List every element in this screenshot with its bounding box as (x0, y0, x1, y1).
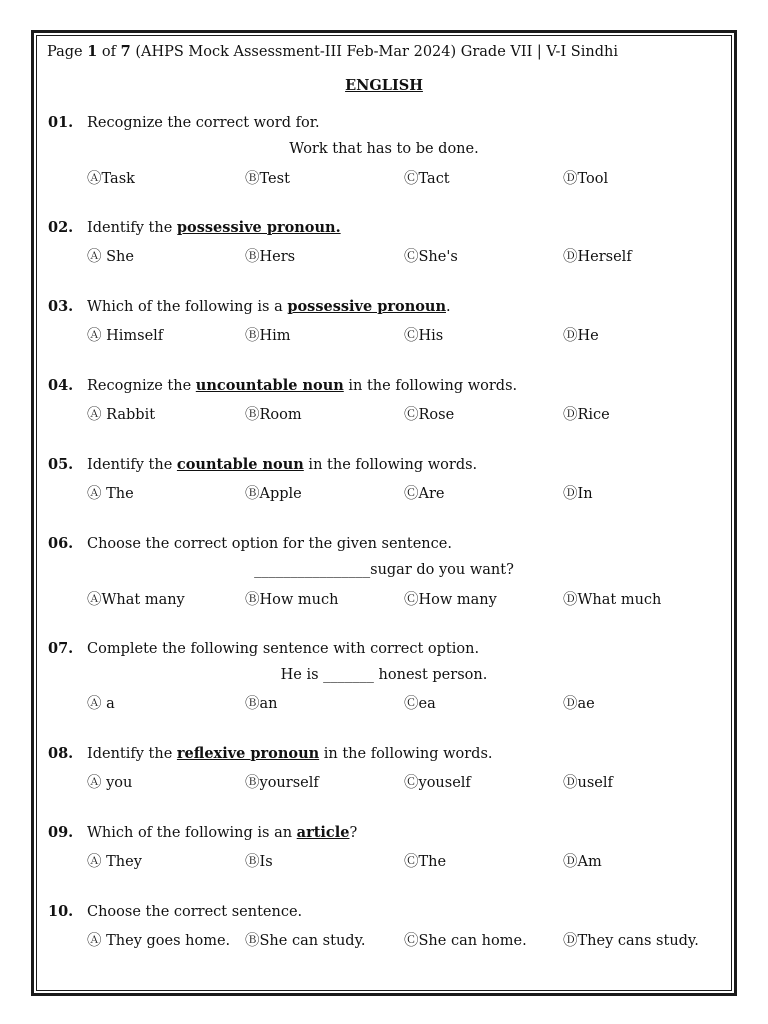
option-b[interactable]: ⒷHim (245, 328, 291, 344)
question-text: Identify the reflexive pronoun in the following words. (87, 745, 493, 762)
header-page-prefix: Page (47, 44, 88, 60)
option-d[interactable]: ⒹRice (563, 407, 610, 423)
option-c[interactable]: ⒸRose (404, 407, 455, 423)
question-number: 08. (48, 745, 74, 762)
option-b[interactable]: ⒷHow much (245, 592, 339, 608)
question-text: Which of the following is an article? (87, 824, 358, 841)
question-text: Choose the correct sentence. (87, 904, 303, 920)
option-c[interactable]: Ⓒea (404, 696, 436, 712)
option-d[interactable]: ⒹHerself (563, 249, 632, 265)
question-text: Recognize the uncountable noun in the following words. (87, 377, 518, 394)
question-text: Identify the countable noun in the following words. (87, 456, 478, 473)
question-number: 07. (48, 640, 74, 657)
option-b[interactable]: Ⓑan (245, 696, 278, 712)
option-b[interactable]: ⒷRoom (245, 407, 302, 423)
question-prompt: Work that has to be done. (289, 141, 479, 157)
header-of: of (97, 44, 121, 60)
option-c[interactable]: ⒸThe (404, 854, 447, 870)
option-d[interactable]: Ⓓae (563, 696, 595, 712)
option-a[interactable]: Ⓐ Himself (87, 328, 164, 344)
question-number: 04. (48, 377, 74, 394)
page-border-inner (36, 35, 732, 991)
question-prompt: ________________sugar do you want? (254, 562, 514, 578)
question-number: 02. (48, 219, 74, 236)
option-d[interactable]: ⒹWhat much (563, 592, 662, 608)
option-c[interactable]: ⒸAre (404, 486, 445, 502)
option-d[interactable]: Ⓓuself (563, 775, 613, 791)
option-a[interactable]: Ⓐ Rabbit (87, 407, 156, 423)
question-text: Recognize the correct word for. (87, 115, 320, 131)
option-c[interactable]: ⒸHow many (404, 592, 497, 608)
option-a[interactable]: Ⓐ a (87, 696, 115, 712)
option-d[interactable]: ⒹIn (563, 486, 593, 502)
option-c[interactable]: ⒸTact (404, 171, 450, 187)
option-a[interactable]: ⒶWhat many (87, 592, 185, 608)
option-d[interactable]: ⒹThey cans study. (563, 933, 699, 949)
question-number: 05. (48, 456, 74, 473)
question-number: 03. (48, 298, 74, 315)
question-number: 01. (48, 114, 74, 131)
option-d[interactable]: ⒹHe (563, 328, 599, 344)
option-a[interactable]: Ⓐ you (87, 775, 133, 791)
question-number: 10. (48, 903, 74, 920)
option-b[interactable]: Ⓑyourself (245, 775, 319, 791)
question-number: 09. (48, 824, 74, 841)
question-text: Identify the possessive pronoun. (87, 219, 341, 236)
option-c[interactable]: ⒸHis (404, 328, 444, 344)
option-a[interactable]: Ⓐ She (87, 249, 134, 265)
option-b[interactable]: ⒷTest (245, 171, 290, 187)
subject-title: ENGLISH (345, 77, 423, 94)
option-b[interactable]: ⒷApple (245, 486, 302, 502)
option-a[interactable]: Ⓐ The (87, 486, 134, 502)
question-prompt: He is _______ honest person. (280, 667, 488, 683)
page-header (47, 43, 618, 60)
question-text: Complete the following sentence with correct option. (87, 641, 480, 657)
option-b[interactable]: ⒷIs (245, 854, 273, 870)
question-text: Which of the following is a possessive pronoun. (87, 298, 451, 315)
option-d[interactable]: ⒹAm (563, 854, 602, 870)
header-page-total: 7 (120, 43, 131, 60)
header-assessment-info: (AHPS Mock Assessment-III Feb-Mar 2024) Grade VII | V-I Sindhi (130, 44, 618, 60)
header-page-number: 1 (87, 43, 98, 60)
question-number: 06. (48, 535, 74, 552)
option-c[interactable]: ⒸShe's (404, 249, 458, 265)
option-c[interactable]: Ⓒyouself (404, 775, 471, 791)
option-d[interactable]: ⒹTool (563, 171, 609, 187)
option-c[interactable]: ⒸShe can home. (404, 933, 527, 949)
question-text: Choose the correct option for the given sentence. (87, 536, 452, 552)
option-a[interactable]: Ⓐ They goes home. (87, 933, 231, 949)
option-b[interactable]: ⒷShe can study. (245, 933, 366, 949)
option-a[interactable]: ⒶTask (87, 171, 135, 187)
option-a[interactable]: Ⓐ They (87, 854, 142, 870)
option-b[interactable]: ⒷHers (245, 249, 296, 265)
